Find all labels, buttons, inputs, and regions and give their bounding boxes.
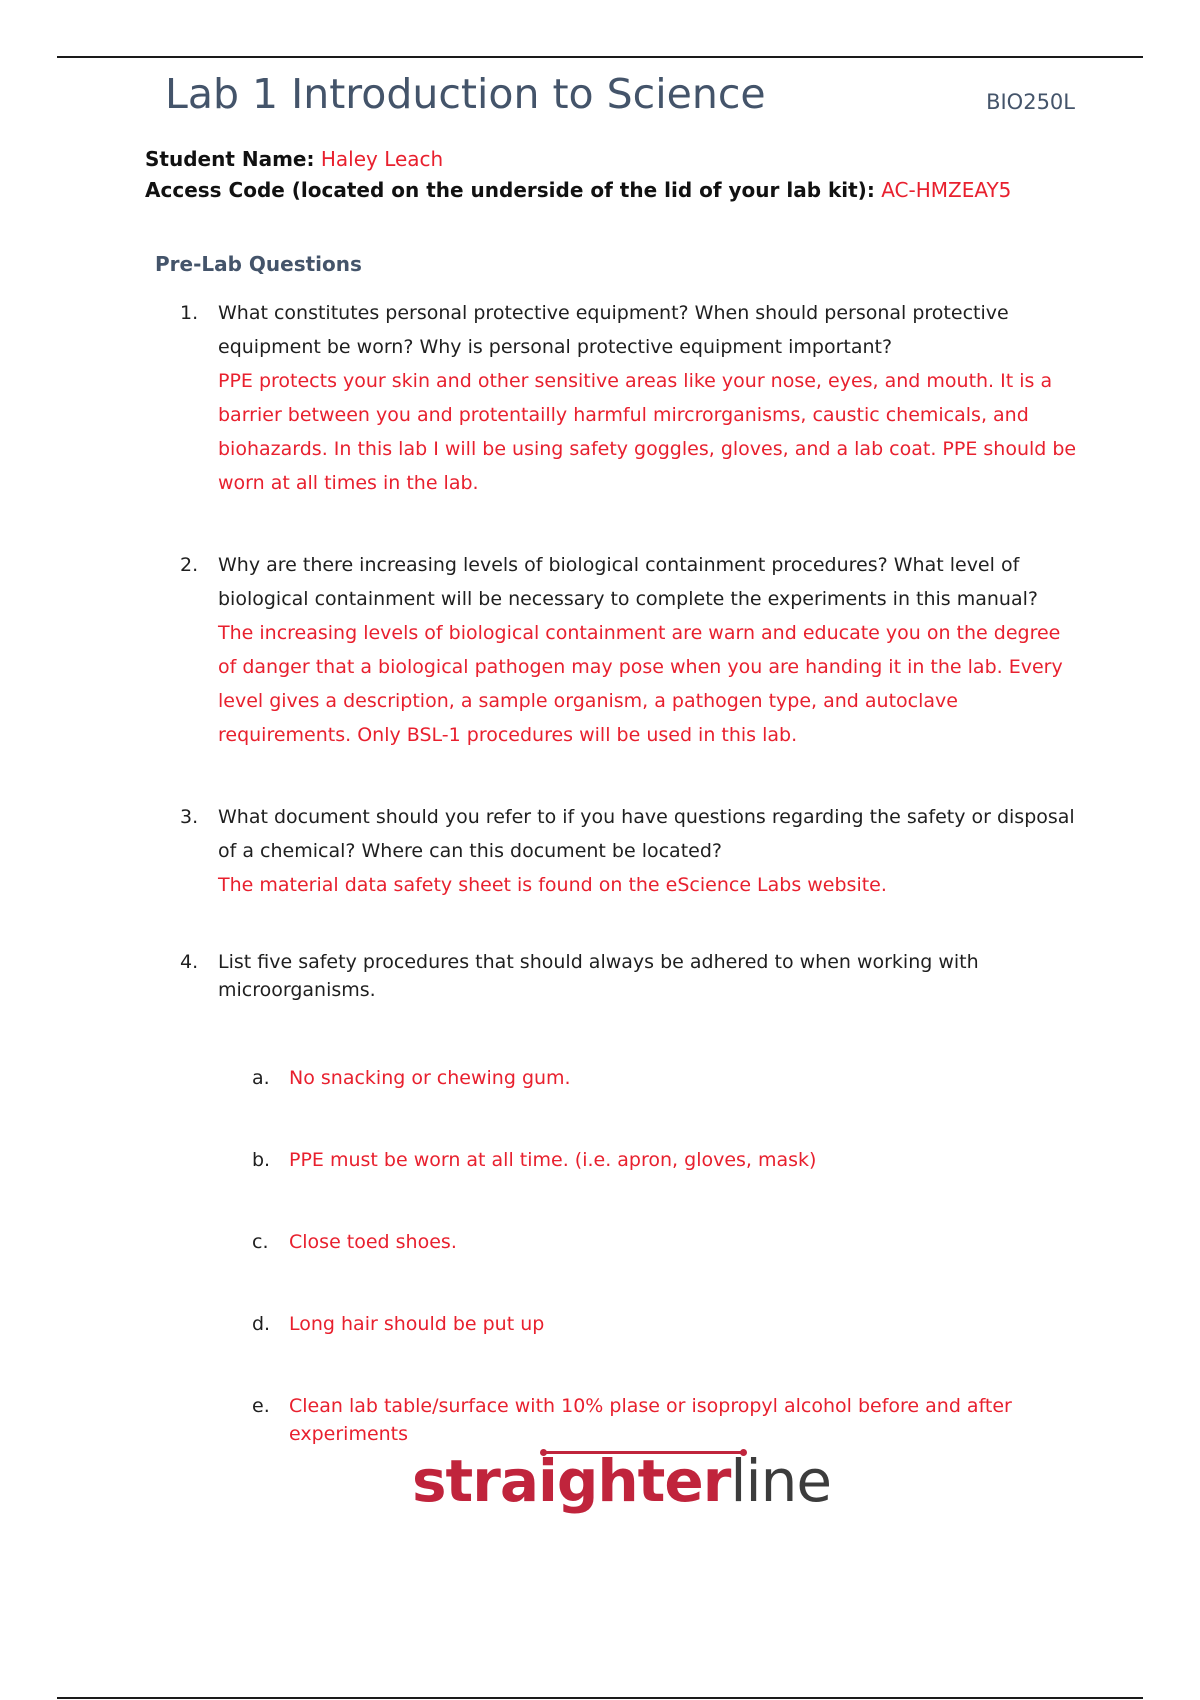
answer-text: The material data safety sheet is found on the eScience Labs website. xyxy=(218,874,887,896)
answer-text: The increasing levels of biological containment are warn and educate you on the degree of danger that a biological pathogen may pose when you are handing it in the lab. Every level gives a description, a sample organism, a pathogen type, and autoclave requirements. Only BSL-1 procedures will be used in this lab. xyxy=(218,622,1063,746)
question-text: What constitutes personal protective equipment? When should personal protective equipment be worn? Why is personal protective equipment important? xyxy=(218,302,1009,358)
list-item-text: Clean lab table/surface with 10% plase or isopropyl alcohol before and after experiments xyxy=(289,1395,1012,1445)
top-rule xyxy=(57,56,1143,58)
question-1 xyxy=(180,296,1080,500)
access-code-value: AC-HMZEAY5 xyxy=(881,178,1012,202)
course-code: BIO250L xyxy=(986,90,1075,114)
student-name-line xyxy=(145,144,1011,175)
procedure-item-c xyxy=(252,1228,1052,1256)
document-header xyxy=(165,70,1075,120)
list-letter: d. xyxy=(252,1313,271,1335)
answer-text: PPE protects your skin and other sensitive areas like your nose, eyes, and mouth. It is a barrier between you and protentailly harmful mircrorganisms, caustic chemicals, and biohazards. In this lab I will be using safety goggles, gloves, and a lab coat. PPE should be worn at all times in the lab. xyxy=(218,370,1077,494)
list-letter: a. xyxy=(252,1067,270,1089)
page-title: Lab 1 Introduction to Science xyxy=(165,70,766,118)
access-code-label: Access Code (located on the underside of the lid of your lab kit): xyxy=(145,178,875,202)
question-number: 3. xyxy=(180,806,199,828)
question-2 xyxy=(180,548,1080,752)
question-number: 1. xyxy=(180,302,199,324)
question-text: List five safety procedures that should always be adhered to when working with microorganisms. xyxy=(218,951,979,1001)
procedure-item-d xyxy=(252,1310,1052,1338)
student-info xyxy=(145,144,1011,206)
section-heading: Pre-Lab Questions xyxy=(155,252,362,276)
question-number: 4. xyxy=(180,951,199,973)
bottom-rule xyxy=(57,1697,1143,1699)
list-item-text: No snacking or chewing gum. xyxy=(289,1067,571,1089)
logo-wordmark xyxy=(412,1449,831,1513)
procedure-item-e xyxy=(252,1392,1052,1448)
list-item-text: Close toed shoes. xyxy=(289,1231,457,1253)
list-letter: e. xyxy=(252,1395,270,1417)
question-3 xyxy=(180,800,1080,902)
access-code-line xyxy=(145,175,1011,206)
straighterline-logo xyxy=(412,1443,832,1519)
list-letter: c. xyxy=(252,1231,269,1253)
logo-wordmark-light: line xyxy=(730,1447,832,1515)
procedure-item-a xyxy=(252,1064,1052,1092)
question-number: 2. xyxy=(180,554,199,576)
question-text: Why are there increasing levels of biological containment procedures? What level of biological containment will be necessary to complete the experiments in this manual? xyxy=(218,554,1038,610)
student-name-label: Student Name: xyxy=(145,147,315,171)
question-4 xyxy=(180,948,1080,1004)
list-item-text: PPE must be worn at all time. (i.e. apron, gloves, mask) xyxy=(289,1149,817,1171)
student-name-value: Haley Leach xyxy=(320,147,444,171)
list-letter: b. xyxy=(252,1149,271,1171)
logo-wordmark-bold: straighter xyxy=(412,1447,731,1515)
question-text: What document should you refer to if you have questions regarding the safety or disposal of a chemical? Where can this document be located? xyxy=(218,806,1075,862)
list-item-text: Long hair should be put up xyxy=(289,1313,545,1335)
procedure-item-b xyxy=(252,1146,1052,1174)
